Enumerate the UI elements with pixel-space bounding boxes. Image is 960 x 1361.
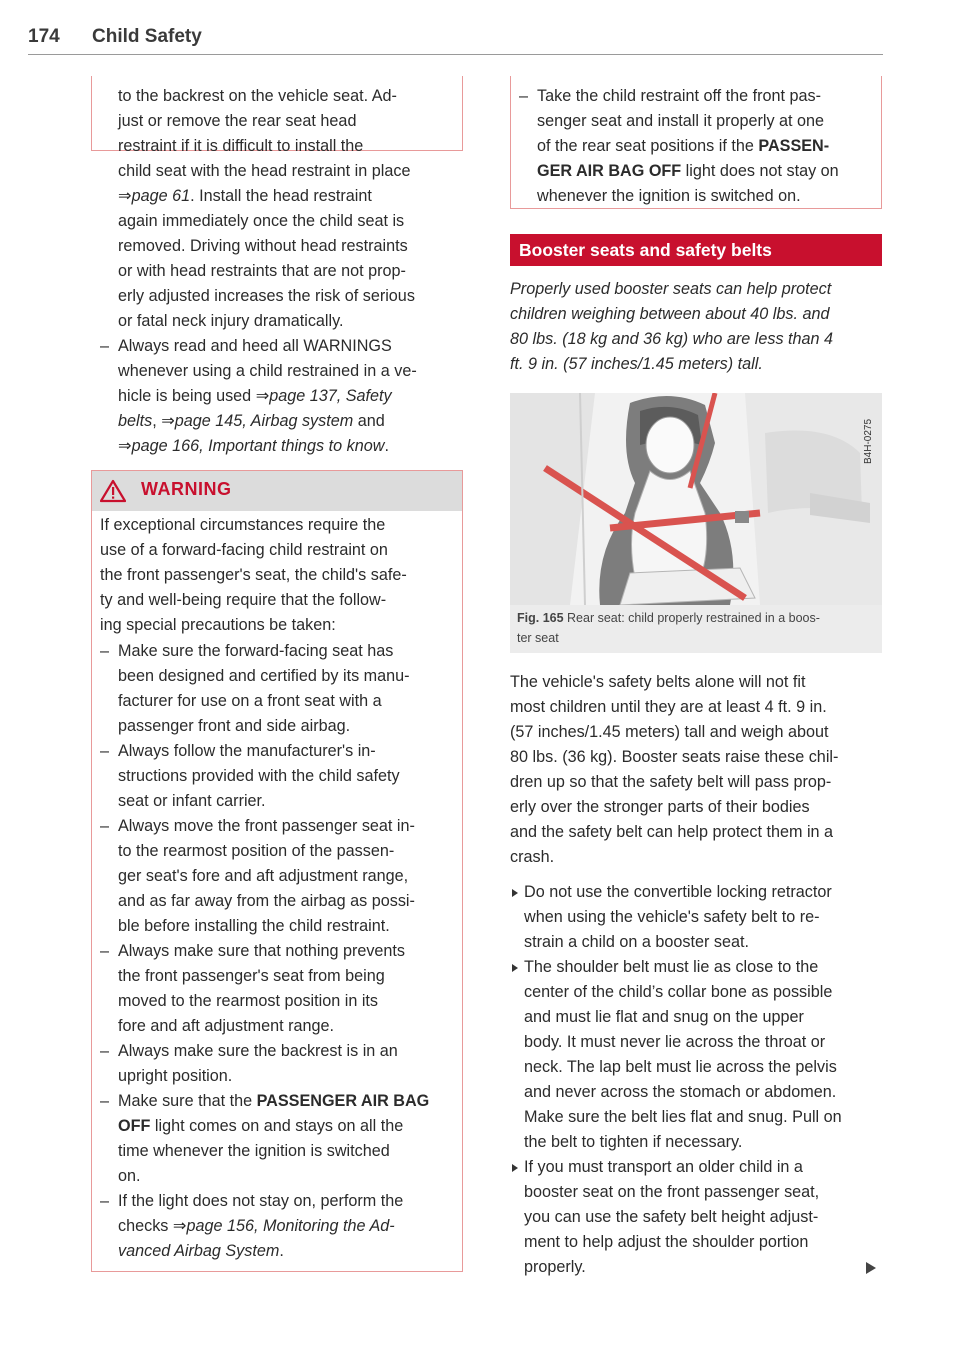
text-line: The vehicle's safety belts alone will not fit xyxy=(510,673,806,691)
text-line: the belt to tighten if necessary. xyxy=(524,1133,743,1151)
text-line: and never across the stomach or abdomen. xyxy=(524,1083,837,1101)
text-span: light comes on and stays on all the xyxy=(150,1117,404,1135)
bullet-item: – Always read and heed all WARNINGS xyxy=(91,334,463,359)
text-line xyxy=(118,184,458,209)
text-line: use of a forward-facing child restraint on xyxy=(100,541,388,559)
bullet-item: – If the light does not stay on, perform the xyxy=(91,1189,463,1214)
text-line: ger seat's fore and aft adjustment range, xyxy=(118,867,409,885)
text-line: dren up so that the safety belt will pass prop- xyxy=(510,773,832,791)
text-span: GER AIR BAG OFF xyxy=(537,162,682,180)
text-line: If exceptional circumstances require the xyxy=(100,516,386,534)
text-line: ment to help adjust the shoulder portion xyxy=(524,1233,809,1251)
text-line: on. xyxy=(118,1167,141,1185)
text-line xyxy=(91,434,463,459)
text-line: ble before installing the child restraint. xyxy=(118,917,390,935)
text-line: restraint if it is difficult to install the xyxy=(118,137,364,155)
page-number: 174 xyxy=(28,26,60,47)
text-line: senger seat and install it properly at one xyxy=(537,112,825,130)
bullet-item: – Make sure the forward-facing seat has xyxy=(91,639,463,664)
page-link[interactable]: ⇒page 145, Airbag system xyxy=(161,412,354,430)
text-line: structions provided with the child safety xyxy=(118,767,400,785)
text-line: 80 lbs. (18 kg and 36 kg) who are less than 4 xyxy=(510,330,834,348)
text-line: (57 inches/1.45 meters) tall and weigh about xyxy=(510,723,829,741)
text-line: ty and well-being require that the follow- xyxy=(100,591,387,609)
section-heading-booster: Booster seats and safety belts xyxy=(510,234,882,266)
text-span: checks xyxy=(118,1217,173,1235)
booster-instructions xyxy=(510,880,882,1280)
page-link[interactable]: vanced Airbag System xyxy=(118,1242,280,1260)
text-span: . xyxy=(384,437,389,455)
text-line: and must lie flat and snug on the upper xyxy=(524,1008,804,1026)
text-line xyxy=(91,1214,463,1239)
text-span: . Install the head restraint xyxy=(190,187,372,205)
text-span: . xyxy=(279,1242,284,1260)
text-line: child seat with the head restraint in place xyxy=(118,162,411,180)
warning-text xyxy=(100,513,460,638)
warning-bullets xyxy=(91,639,463,1264)
text-line: just or remove the rear seat head xyxy=(118,112,357,130)
text-line: center of the child’s collar bone as possible xyxy=(524,983,833,1001)
booster-seat-illustration xyxy=(510,393,882,605)
text-line: removed. Driving without head restraints xyxy=(118,237,408,255)
text-line: when using the vehicle's safety belt to re- xyxy=(524,908,820,926)
text-line: to the rearmost position of the passen- xyxy=(118,842,395,860)
text-line: again immediately once the child seat is xyxy=(118,212,405,230)
text-line xyxy=(510,159,882,184)
figure-label: Fig. 165 xyxy=(517,611,564,625)
text-span: of the rear seat positions if the xyxy=(537,137,759,155)
text-line: Make sure the belt lies flat and snug. Pull on xyxy=(524,1108,842,1126)
text-line: passenger front and side airbag. xyxy=(118,717,351,735)
booster-intro xyxy=(510,277,882,377)
text-line: most children until they are at least 4 ft. 9 in. xyxy=(510,698,827,716)
text-span: Rear seat: child properly restrained in a boos- xyxy=(563,611,820,625)
instruction-item: Do not use the convertible locking retractor xyxy=(510,880,882,905)
warning-triangle-icon xyxy=(100,479,126,503)
text-line: 80 lbs. (36 kg). Booster seats raise these chil- xyxy=(510,748,839,766)
text-line: ing special precautions be taken: xyxy=(100,616,336,634)
text-line: properly. xyxy=(524,1258,586,1276)
left-bullet-warnings xyxy=(91,334,463,459)
text-line: strain a child on a booster seat. xyxy=(524,933,749,951)
page-header xyxy=(28,24,883,55)
text-line: Properly used booster seats can help protect xyxy=(510,280,832,298)
right-continued-text xyxy=(510,84,882,209)
bullet-item: – Always make sure the backrest is in an xyxy=(91,1039,463,1064)
bullet-item: – Always make sure that nothing prevents xyxy=(91,939,463,964)
text-line: or fatal neck injury dramatically. xyxy=(118,312,344,330)
text-line: the front passenger's seat, the child's safe- xyxy=(100,566,407,584)
text-line: erly adjusted increases the risk of serious xyxy=(118,287,415,305)
text-line: whenever the ignition is switched on. xyxy=(537,187,801,205)
text-line: to the backrest on the vehicle seat. Ad- xyxy=(118,87,397,105)
instruction-item: The shoulder belt must lie as close to the xyxy=(510,955,882,980)
text-line: whenever using a child restrained in a ve- xyxy=(118,362,417,380)
warning-header xyxy=(92,471,462,511)
page-link[interactable]: ⇒page 166, Important things to know xyxy=(118,437,385,455)
text-line: you can use the safety belt height adjust- xyxy=(524,1208,819,1226)
figure-code: B4H-0275 xyxy=(863,418,874,464)
text-line: booster seat on the front passenger seat, xyxy=(524,1183,820,1201)
continue-arrow-icon xyxy=(866,1262,876,1274)
text-line: erly over the stronger parts of their bodies xyxy=(510,798,810,816)
text-line xyxy=(510,134,882,159)
text-line xyxy=(91,1114,463,1139)
page-link[interactable]: ⇒page 156, Monitoring the Ad- xyxy=(172,1217,395,1235)
text-span: Make sure that the xyxy=(118,1092,257,1110)
text-line: and as far away from the airbag as possi- xyxy=(118,892,415,910)
text-span: , xyxy=(152,412,162,430)
text-line: fore and aft adjustment range. xyxy=(118,1017,334,1035)
text-line: neck. The lap belt must lie across the pelvis xyxy=(524,1058,837,1076)
bullet-item: – Always follow the manufacturer's in- xyxy=(91,739,463,764)
page-link[interactable]: ⇒page 61 xyxy=(118,187,191,205)
text-span: hicle is being used xyxy=(118,387,256,405)
bullet-item: – Take the child restraint off the front pas- xyxy=(510,84,882,109)
left-continued-text xyxy=(118,84,458,334)
text-line: body. It must never lie across the throat or xyxy=(524,1033,826,1051)
text-line xyxy=(91,409,463,434)
text-line: the front passenger's seat from being xyxy=(118,967,385,985)
bullet-item: – Always move the front passenger seat in- xyxy=(91,814,463,839)
caption-line: ter seat xyxy=(517,631,559,645)
page-link[interactable]: ⇒page 137, Safety xyxy=(255,387,392,405)
bullet-item xyxy=(91,1089,463,1114)
text-line: children weighing between about 40 lbs. and xyxy=(510,305,830,323)
text-line: facturer for use on a front seat with a xyxy=(118,692,382,710)
caption-line xyxy=(517,608,877,628)
text-span: light does not stay on xyxy=(681,162,839,180)
figure-caption xyxy=(517,608,877,648)
text-span: and xyxy=(353,412,385,430)
text-line: been designed and certified by its manu- xyxy=(118,667,410,685)
instruction-item: If you must transport an older child in a xyxy=(510,1155,882,1180)
text-line: time whenever the ignition is switched xyxy=(118,1142,390,1160)
text-line: ft. 9 in. (57 inches/1.45 meters) tall. xyxy=(510,355,763,373)
text-line: or with head restraints that are not prop- xyxy=(118,262,406,280)
text-span: PASSENGER AIR BAG xyxy=(256,1092,430,1110)
text-line: and the safety belt can help protect them in a xyxy=(510,823,834,841)
section-title: Child Safety xyxy=(92,26,202,47)
text-line: seat or infant carrier. xyxy=(118,792,266,810)
booster-paragraph xyxy=(510,670,882,870)
text-line xyxy=(91,1239,463,1264)
text-line: moved to the rearmost position in its xyxy=(118,992,379,1010)
text-line xyxy=(91,384,463,409)
text-line: crash. xyxy=(510,848,555,866)
page-link[interactable]: belts xyxy=(118,412,153,430)
warning-title: WARNING xyxy=(141,479,232,499)
text-span: OFF xyxy=(118,1117,151,1135)
text-span: PASSEN- xyxy=(758,137,830,155)
text-line: upright position. xyxy=(118,1067,233,1085)
